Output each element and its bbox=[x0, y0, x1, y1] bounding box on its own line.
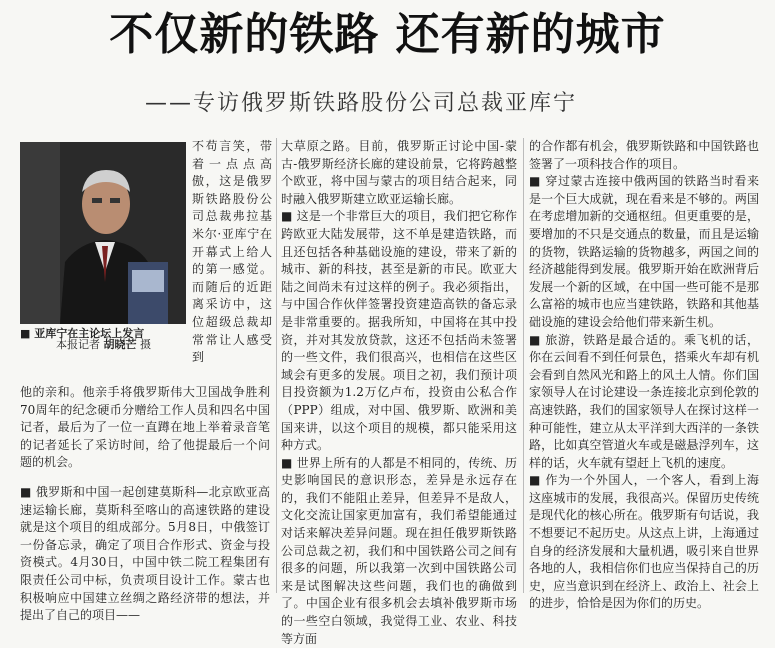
paragraph: ■ 这是一个非常巨大的项目，我们把它称作跨欧亚大陆发展带，这不单是建造铁路，而且还包括各种基础设施的建设，带来了新的城市、新的科技，甚至是新的市民。欧亚大陆之间尚未有过这样的例子。我必须指出，与中国合作伙伴签署投资建造高铁的备忘录是非常重要的。据我所知，中国将在其中投资，并对其发放贷款，这还不包括尚未签署的一些文件，我们很高兴，也相信在这些区域会有更多的发展。项目之初，我们预计项目投资额为1.2万亿卢布，投资由公私合作（PPP）组成，对中国、俄罗斯、欧洲和美国来讲，以这个项目的规模，都只能采用这种方式。 bbox=[281, 209, 517, 453]
subheadline: ——专访俄罗斯铁路股份公司总裁亚库宁 bbox=[145, 91, 578, 116]
speaker-photo bbox=[20, 142, 186, 324]
column-divider bbox=[276, 138, 277, 593]
speaker-figure bbox=[20, 142, 186, 324]
column-divider bbox=[523, 138, 524, 593]
paragraph: ■ 世界上所有的人都是不相同的，传统、历史影响国民的意识形态，差异是永远存在的，我们不能阻止差异，但差异不是敌人，文化交流让国家更加富有，我们希望能通过对话来解决差异问题。现在担任俄罗斯铁路公司总裁之初，我们和中国铁路公司之间有很多的问题，所以我第一次到中国铁路公司来是试图解决这些问题，我们也的确做到了。中国企业有很多机会去填补俄罗斯市场的一些空白领域，我觉得工业、农业、科技等方面 bbox=[281, 455, 517, 646]
paragraph: 大草原之路。目前，俄罗斯正讨论中国-蒙古-俄罗斯经济长廊的建设前景，它将跨越整个欧亚，将中国与蒙古的项目结合起来，同时融入俄罗斯建立欧亚运输长廊。 bbox=[281, 139, 517, 206]
paragraph: ■ 俄罗斯和中国一起创建莫斯科—北京欧亚高速运输长廊，莫斯科至喀山的高速铁路的建设就是这个项目的组成部分。5月8日，中俄签订一份备忘录，确定了项目合作形式、资金与投资模式。4月30日，中国中铁二院工程集团有限责任公司中标，负责项目设计工作。蒙古也积极响应中国建立丝绸之路经济带的想法，并提出了自己的项目—— bbox=[20, 484, 270, 623]
paragraph: ■ 作为一个外国人，一个客人，看到上海这座城市的发展，我很高兴。保留历史传统是现代化的核心所在。俄罗斯有句话说，我不想要记不起历史。从这点上讲，上海通过自身的经济发展和大量机遇，吸引来自世界各地的人，我相信你们也应当保持自己的历史，应当意识到在经济上、政治上、社会上的进步，恰恰是因为你们的历史。 bbox=[529, 473, 759, 611]
article-column-1 bbox=[20, 372, 270, 637]
photo-caption: ■ 亚库宁在主论坛上发言 bbox=[20, 327, 145, 340]
paragraph: 他的亲和。他亲手将俄罗斯伟大卫国战争胜利70周年的纪念硬币分赠给工作人员和四名中国记者，最后为了一位一直蹲在地上举着录音笔的记者延长了采访时间，给了他提最后一个问题的机会。 bbox=[20, 385, 270, 470]
article-column-3 bbox=[529, 138, 759, 613]
paragraph: ■ 穿过蒙古连接中俄两国的铁路当时看来是一个巨大成就，现在看来是不够的。两国在考虑增加新的交通枢纽。但更重要的是，要增加的不只是交通点的数量，而且是运输的货物，铁路运输的货物越多，两国之间的经济越能得到发展。俄罗斯开始在欧洲背后发展一个新的区域，在中国一些可能不是那么富裕的城市也应当建铁路，铁路和其他基础设施的建设会给他们带来新生机。 bbox=[529, 174, 759, 329]
photo-block bbox=[20, 142, 186, 340]
article-column-2 bbox=[281, 138, 517, 648]
headline: 不仅新的铁路 还有新的城市 bbox=[109, 9, 666, 60]
paragraph: ■ 旅游，铁路是最合适的。乘飞机的话，你在云间看不到任何景色，搭乘火车却有机会看到自然风光和路上的风土人情。你们国家领导人在讨论建设一条连接北京到伦敦的高速铁路，我们的国家领导人在探讨这样一种可能性，建立从太平洋到大西洋的一条铁路，比如真空管道火车或是磁悬浮列车，这样的话，火车就有望赶上飞机的速度。 bbox=[529, 332, 759, 470]
photo-credit: 本报记者 胡晓芒 摄 bbox=[56, 338, 151, 351]
article-intro: 不苟言笑，带着一点点高傲，这是俄罗斯铁路股份公司总裁弗拉基米尔·亚库宁在开幕式上给人的第一感觉。而随后的近距离采访中，这位超级总裁却常常让人感受到 bbox=[192, 139, 272, 365]
paragraph: 的合作都有机会，俄罗斯铁路和中国铁路也签署了一项科技合作的项目。 bbox=[529, 139, 759, 171]
